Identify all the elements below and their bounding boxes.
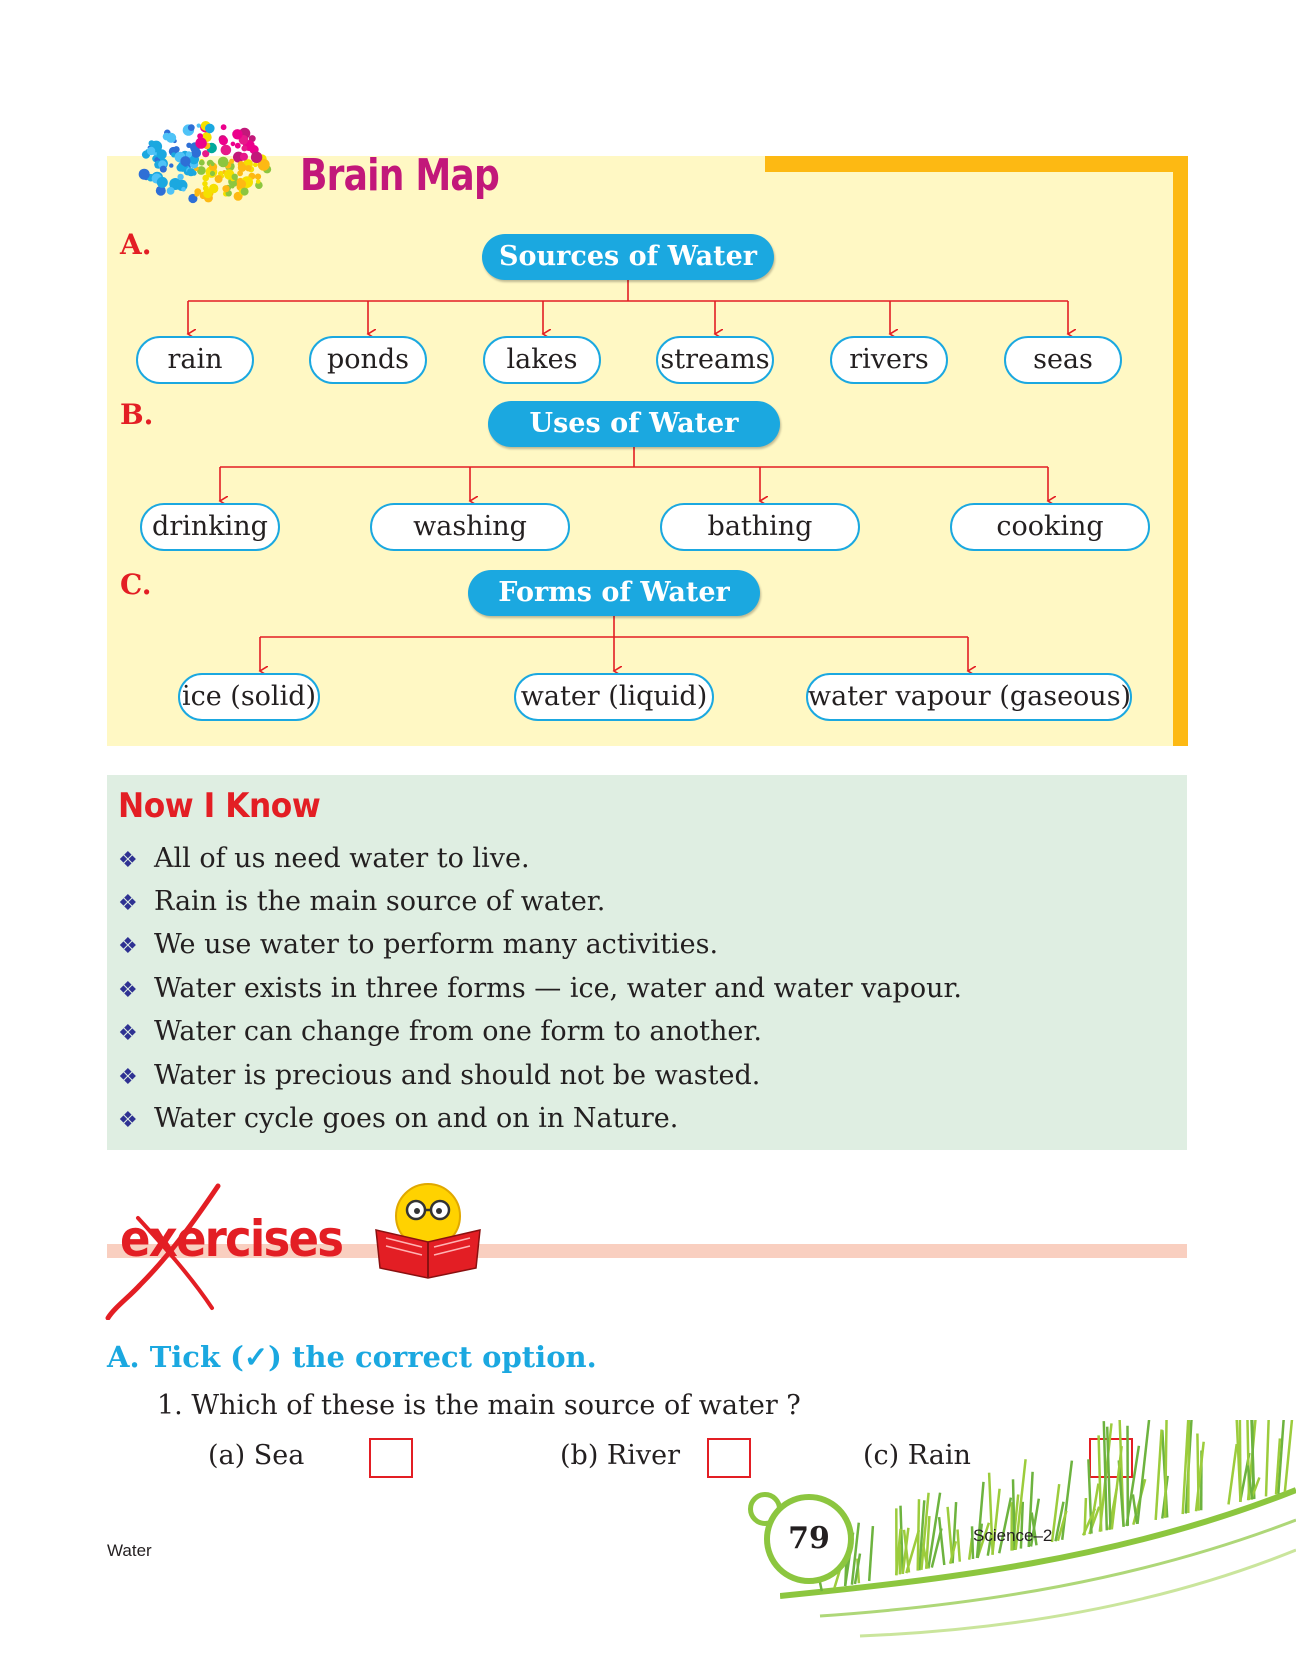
diamond-bullet-icon: ❖	[118, 1021, 138, 1046]
sources-of-water-heading: Sources of Water	[482, 234, 774, 280]
diamond-bullet-icon: ❖	[118, 934, 138, 959]
option-b-checkbox[interactable]	[707, 1438, 751, 1478]
option-a-checkbox[interactable]	[369, 1438, 413, 1478]
form-node: water vapour (gaseous)	[806, 673, 1132, 721]
form-node: water (liquid)	[514, 673, 714, 721]
now-i-know-title: Now I Know	[118, 786, 321, 826]
page-number: 79	[764, 1494, 854, 1584]
exercises-title: exercises	[120, 1210, 343, 1268]
list-item: ❖ Water is precious and should not be wasted.	[118, 1060, 761, 1091]
list-item: ❖ Water cycle goes on and on in Nature.	[118, 1103, 679, 1134]
source-node: ponds	[309, 336, 427, 384]
source-node: rivers	[830, 336, 948, 384]
source-node: lakes	[483, 336, 601, 384]
use-node: bathing	[660, 503, 860, 551]
use-node: cooking	[950, 503, 1150, 551]
section-c-letter: C.	[120, 568, 152, 601]
forms-of-water-heading: Forms of Water	[468, 570, 760, 616]
option-b-label: (b) River	[560, 1440, 681, 1471]
diamond-bullet-icon: ❖	[118, 1065, 138, 1090]
book-name: Science–2	[973, 1526, 1053, 1545]
list-item: ❖ Rain is the main source of water.	[118, 886, 606, 917]
use-node: washing	[370, 503, 570, 551]
option-a-label: (a) Sea	[208, 1440, 305, 1471]
now-i-know-panel	[107, 775, 1187, 1150]
uses-of-water-heading: Uses of Water	[488, 401, 780, 447]
list-item: ❖ All of us need water to live.	[118, 843, 530, 874]
list-item: ❖ Water exists in three forms — ice, water and water vapour.	[118, 973, 962, 1004]
brain-map-title: Brain Map	[300, 150, 499, 201]
source-node: seas	[1004, 336, 1122, 384]
section-b-letter: B.	[120, 398, 154, 431]
source-node: rain	[136, 336, 254, 384]
source-node: streams	[656, 336, 774, 384]
use-node: drinking	[140, 503, 280, 551]
list-item: ❖ Water can change from one form to another.	[118, 1016, 762, 1047]
diamond-bullet-icon: ❖	[118, 978, 138, 1003]
option-c-label: (c) Rain	[863, 1440, 971, 1471]
diamond-bullet-icon: ❖	[118, 891, 138, 916]
question-1: 1. Which of these is the main source of water ?	[157, 1390, 801, 1421]
section-a-letter: A.	[120, 228, 152, 261]
diamond-bullet-icon: ❖	[118, 848, 138, 873]
diamond-bullet-icon: ❖	[118, 1108, 138, 1133]
reading-smiley-icon	[372, 1180, 484, 1280]
list-item: ❖ We use water to perform many activities.	[118, 929, 719, 960]
form-node: ice (solid)	[178, 673, 320, 721]
exercise-a-heading: A. Tick (✓) the correct option.	[107, 1340, 597, 1374]
chapter-name: Water	[107, 1541, 152, 1560]
